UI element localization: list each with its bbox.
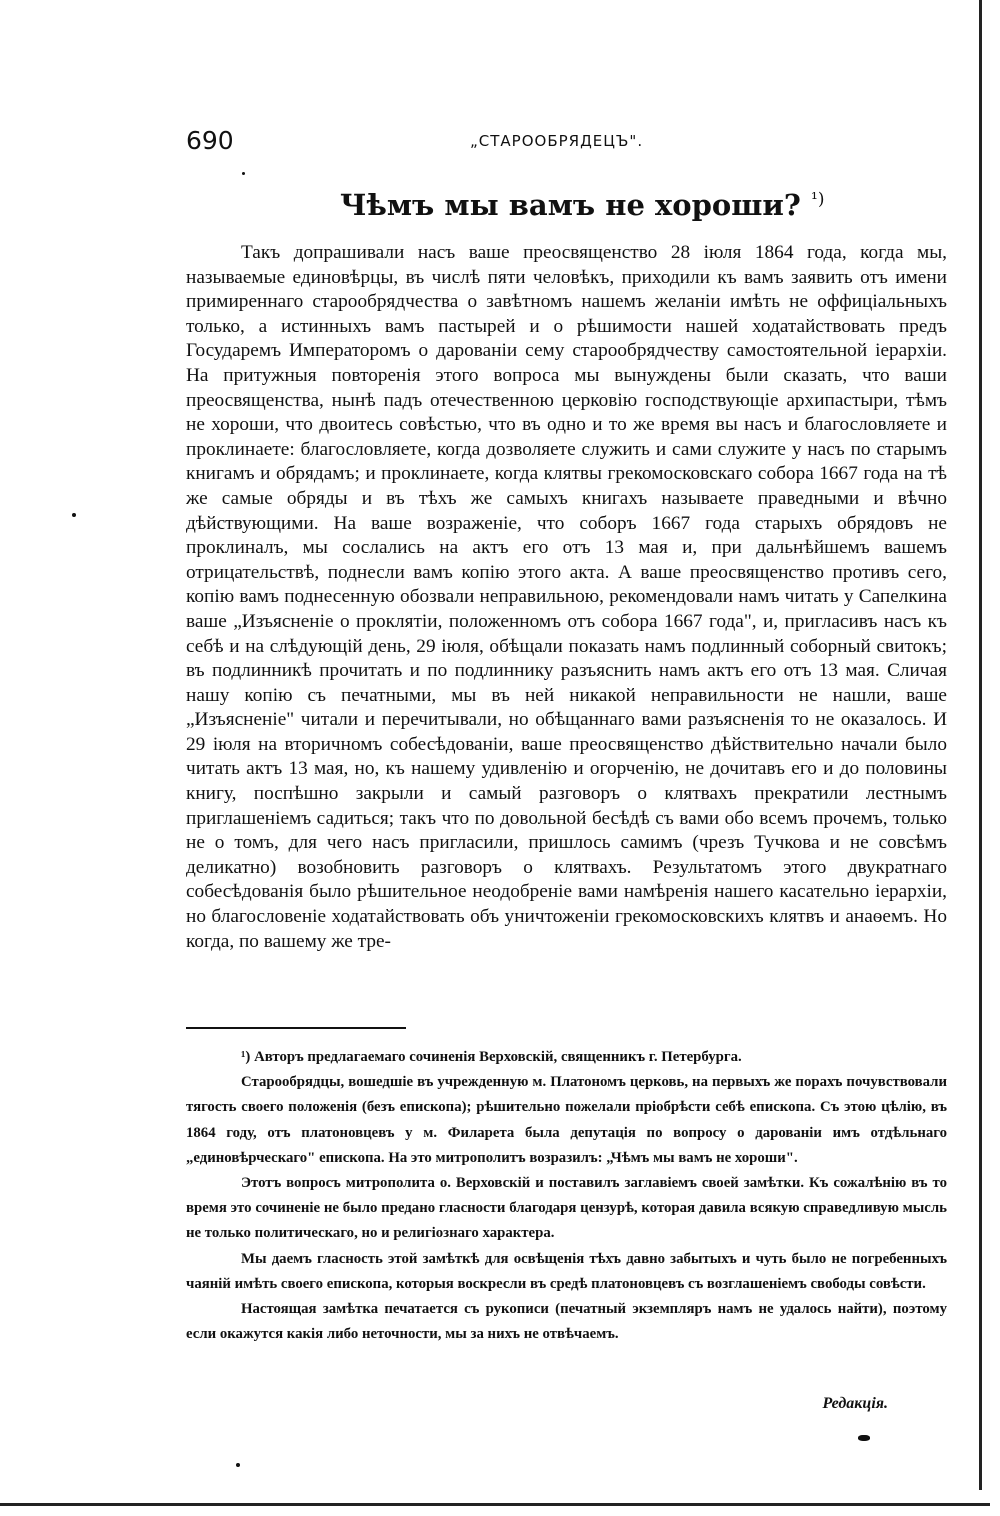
footnote-divider (186, 1027, 406, 1029)
page-number: 690 (186, 126, 234, 155)
article-title (340, 188, 825, 222)
footnote-paragraph: Старообрядцы, вошедшіе въ учрежденную м. Платономъ церковь, на первыхъ же порахъ почувствовали тягость своего положенія (безъ епископа); рѣшительно пожелали пріобрѣсти себѣ епископа. Съ этою цѣлію, въ 1864 году, отъ платоновцевъ у м. Филарета была депутація по вопросу о дарованіи имъ отдѣльнаго „единовѣрческаго" епископа. На это митрополитъ возразилъ: „Чѣмъ мы вамъ не хороши". (186, 1074, 947, 1166)
footnotes (186, 1045, 947, 1347)
scan-speck (72, 513, 76, 517)
footnote-paragraph: Этотъ вопросъ митрополита о. Верховскій и поставилъ заглавіемъ своей замѣтки. Къ сожалѣнію въ то время это сочиненіе не было предано гласности благодаря цензурѣ, которая давила всякую справедливую мысль не только политическаго, но и религіознаго характера. (186, 1175, 947, 1242)
footnote-paragraph: Настоящая замѣтка печатается съ рукописи (печатный экземпляръ намъ не удалось найти), поэтому если окажутся какія либо неточности, мы за нихъ не отвѣчаемъ. (186, 1301, 947, 1343)
editorial-signature: Редакція. (822, 1395, 888, 1412)
scan-speck (242, 172, 245, 175)
scan-edge-bottom (0, 1503, 990, 1506)
article-title-text: Чѣмъ мы вамъ не хороши? (340, 188, 801, 222)
scan-edge-right (979, 0, 982, 1490)
footnote-mark: ¹) (811, 189, 825, 210)
footnote-paragraph: Мы даемъ гласность этой замѣткѣ для освѣщенія тѣхъ давно забытыхъ и чуть было не погребенныхъ чаяній имѣть своего епископа, которыя воскресли въ средѣ платоновцевъ съ возглашеніемъ свободы совѣсти. (186, 1250, 947, 1292)
running-head: „СТАРООБРЯДЕЦЪ". (470, 132, 644, 150)
scan-speck (858, 1435, 870, 1441)
article-body: Такъ допрашивали насъ ваше преосвященство 28 іюля 1864 года, когда мы, называемые единовѣрцы, въ числѣ пяти человѣкъ, приходили къ вамъ заявить отъ имени примиреннаго старообрядчества о завѣтномъ нашемъ желаніи имѣть не оффиціальныхъ только, а истинныхъ вамъ пастырей и о рѣшимости нашей ходатайствовать предъ Государемъ Императоромъ о дарованіи сему старообрядчеству самостоятельной іерархіи. На притужныя повторенія этого вопроса мы вынуждены были сказать, что ваши преосвященства, нынѣ падъ отечественною церковію господствующіе архипастыри, тѣмъ не хороши, что двоитесь совѣстью, что въ одно и то же время вы насъ и благословляете и проклинаете: благословляете, когда дозволяете служить и сами служите у насъ по старымъ книгамъ и обрядамъ; и проклинаете, когда клятвы грекомосковскаго собора 1667 года на тѣ же самые обряды и въ тѣхъ же самыхъ книгахъ называете праведными и вѣчно дѣйствующими. На ваше возраженіе, что соборъ 1667 года старыхъ обрядовъ не проклиналъ, мы сослались на актъ его отъ 13 мая и, при дальнѣйшемъ вашемъ отрицательствѣ, поднесли вамъ копію этого акта. А ваше преосвященство противъ сего, копію вамъ поднесенную обозвали неправильною, рекомендовали намъ читать у Сапелкина ваше „Изъясненіе о проклятіи, положенномъ отъ собора 1667 года", и, пригласивъ насъ къ себѣ и на слѣдующій день, 29 іюля, обѣщали показать намъ подлинный соборный свитокъ; въ подлинникѣ прочитать и по подлиннику разъяснить намъ актъ его отъ 13 мая. Сличая нашу копію съ печатными, мы въ ней никакой неправильности не нашли, ваше „Изъясненіе" читали и перечитывали, но обѣщаннаго вами разъясненія то не оказалось. И 29 іюля на вторичномъ собесѣдованіи, ваше преосвященство дѣйствительно начали было читать актъ 13 мая, но, къ нашему удивленію и огорченію, не дочитавъ его и до половины книгу, поспѣшно закрыли и самый разговоръ о клятвахъ прекратили лестнымъ приглашеніемъ садиться; такъ что по довольной бесѣдѣ съ вами обо всемъ прочемъ, только не о томъ, для чего насъ пригласили, пришлось самимъ (чрезъ Тучкова и не совсѣмъ деликатно) возобновить разговоръ о клятвахъ. Результатомъ этого двукратнаго собесѣдованія было рѣшительное неодобреніе вами намѣренія нашего касательно іерархіи, но благословеніе ходатайствовать объ уничтоженіи грекомосковскихъ клятвъ и анаѳемъ. Но когда, по вашему же тре- (186, 242, 947, 952)
footnote-heading: ¹) Авторъ предлагаемаго сочиненія Верховскій, священникъ г. Петербурга. (241, 1049, 742, 1065)
scan-speck (236, 1463, 240, 1467)
